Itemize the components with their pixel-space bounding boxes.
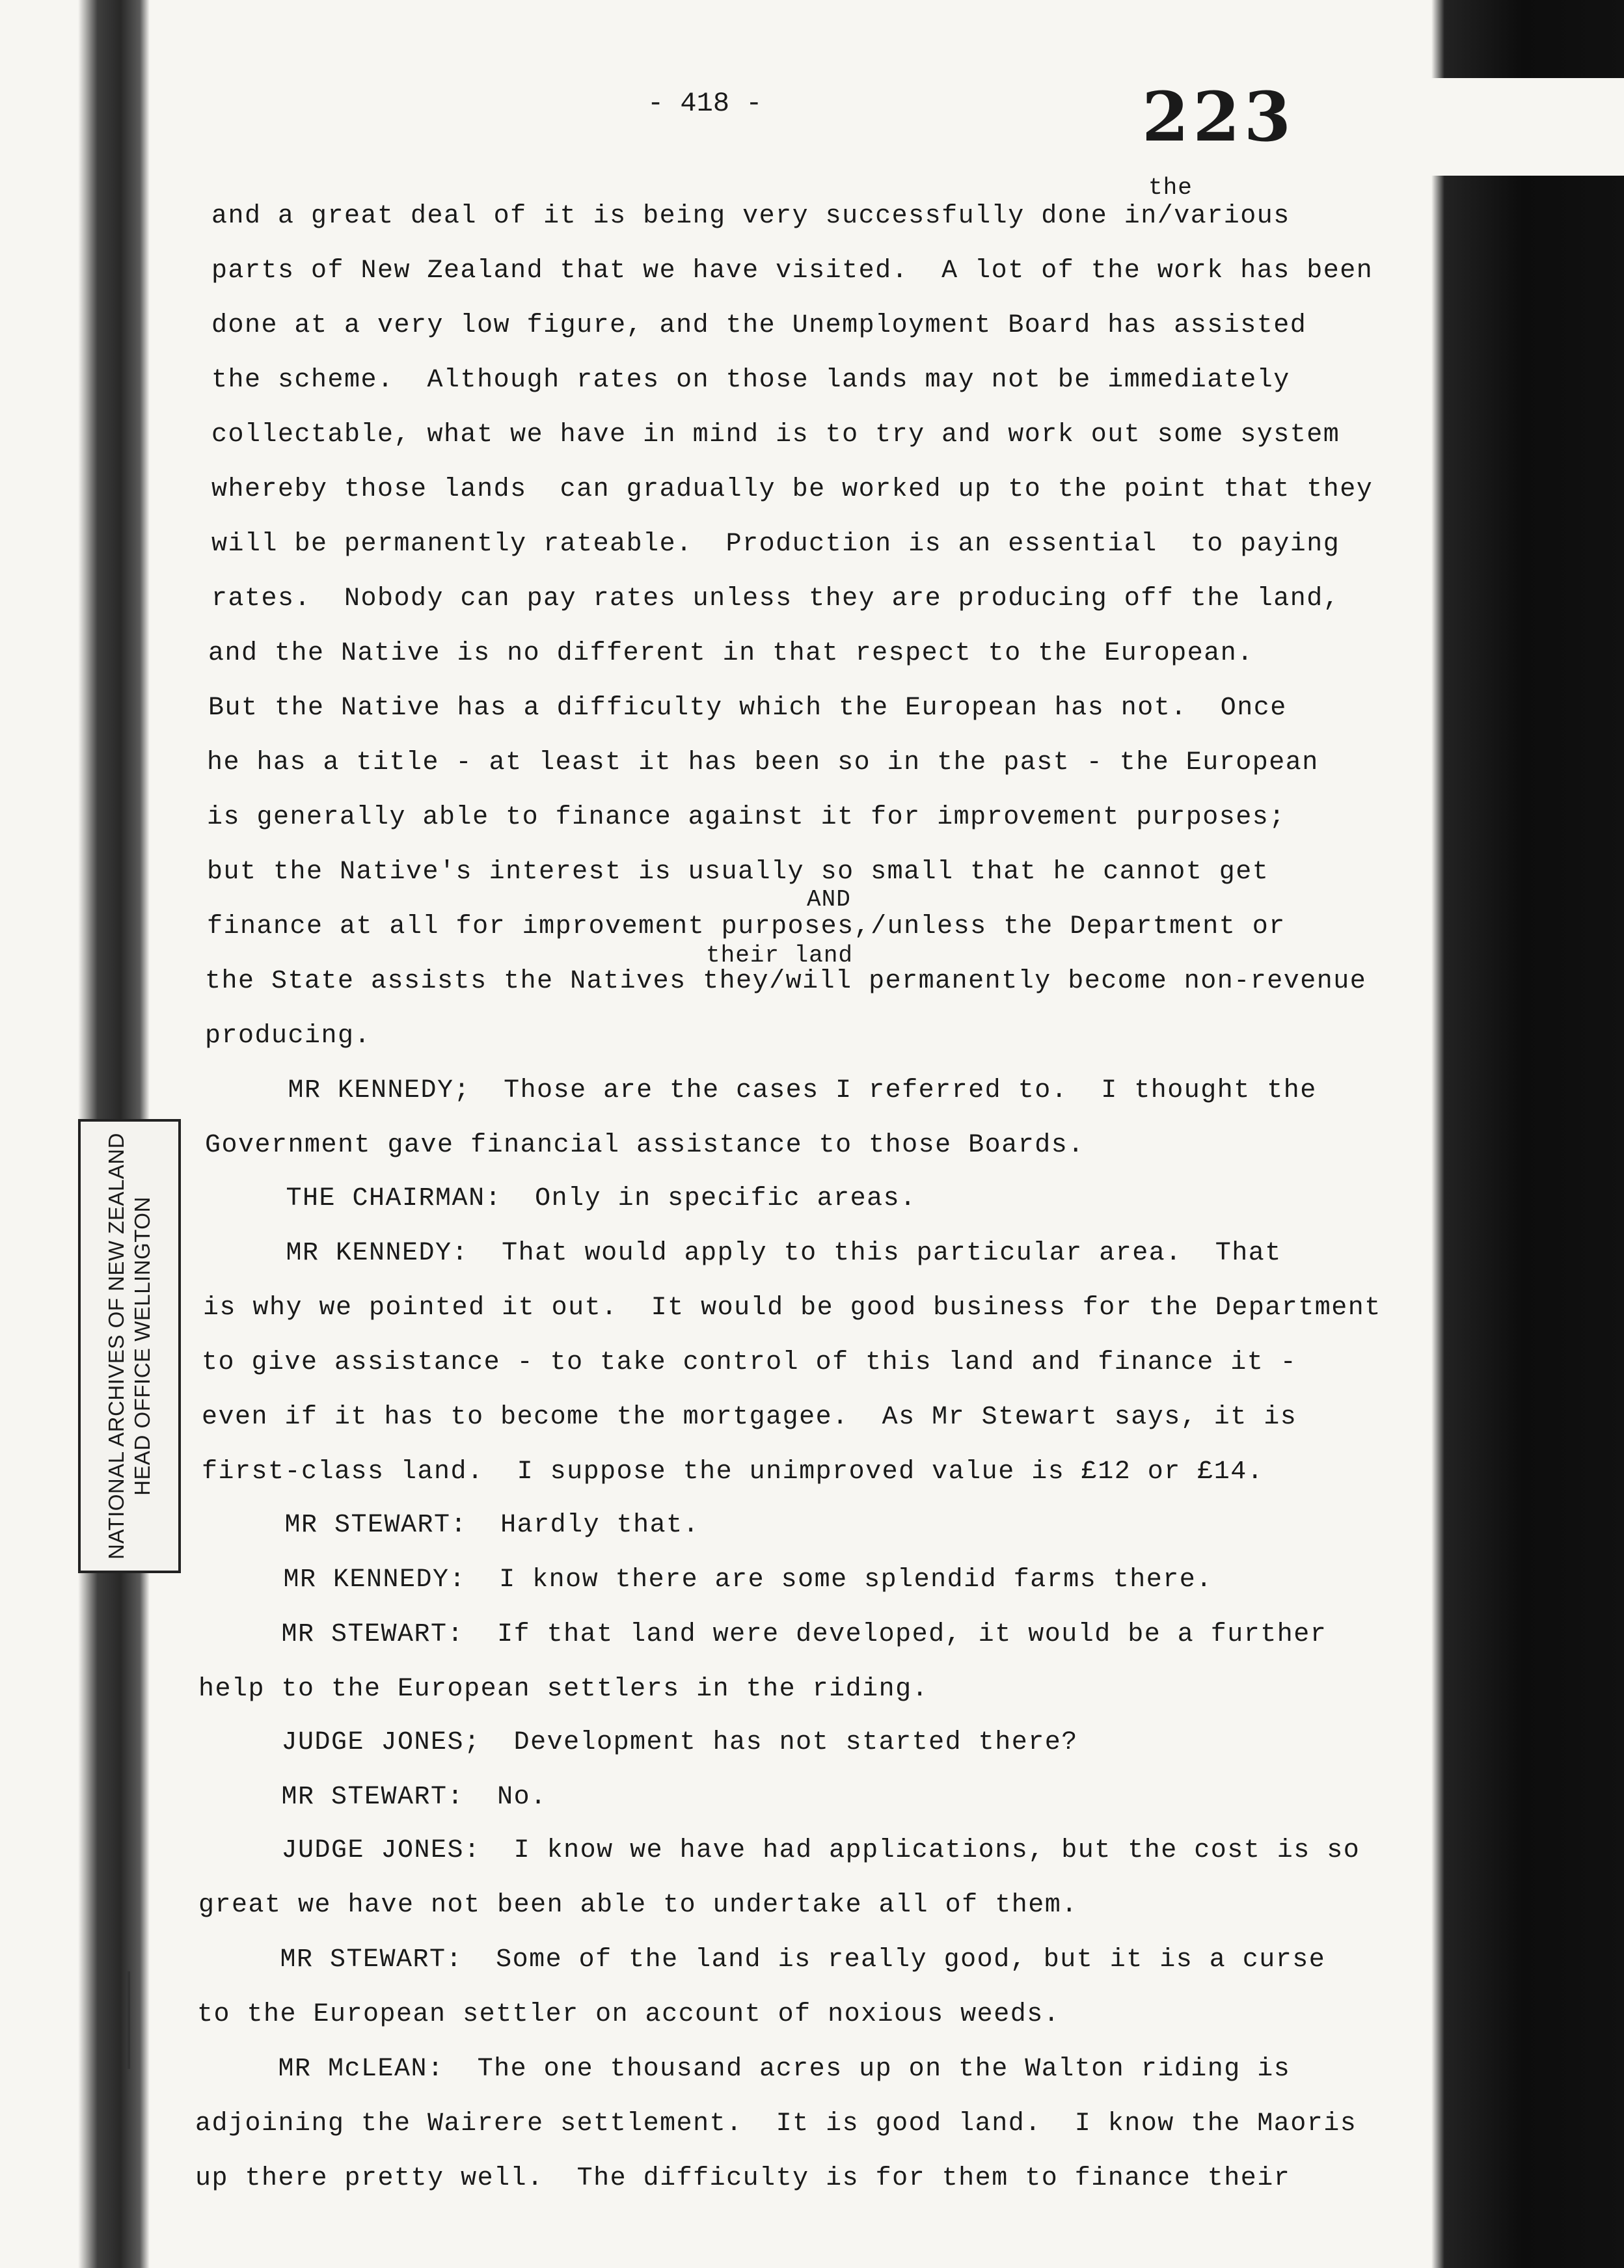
body-line: and a great deal of it is being very successfully done in/various [211,202,1290,231]
body-line: whereby those lands can gradually be worked up to the point that they [211,475,1374,504]
body-line: parts of New Zealand that we have visited. A lot of the work has been [211,256,1374,286]
body-line: great we have not been able to undertake all of them. [198,1891,1078,1920]
body-line: and the Native is no different in that respect to the European. [208,639,1254,668]
body-line: to give assistance - to take control of this land and finance it - [202,1348,1297,1377]
body-line: but the Native's interest is usually so small that he cannot get [207,857,1269,887]
folio-number: 223 [1142,77,1295,157]
body-line: JUDGE JONES; Development has not started there? [198,1728,1078,1757]
body-line: collectable, what we have in mind is to try and work out some system [211,420,1340,450]
scan-right-edge [1418,0,1624,2268]
body-line: adjoining the Wairere settlement. It is good land. I know the Maoris [195,2109,1357,2139]
margin-mark [128,1971,130,2069]
insertion-and: AND [807,886,851,913]
body-line: JUDGE JONES: I know we have had applications, but the cost is so [198,1836,1360,1865]
body-line: is why we pointed it out. It would be good business for the Department [203,1293,1381,1323]
body-line: the State assists the Natives they/will permanently become non-revenue [205,967,1367,996]
body-line: rates. Nobody can pay rates unless they are producing off the land, [211,584,1340,614]
body-line: MR KENNEDY; Those are the cases I referred to. I thought the [205,1076,1317,1105]
body-line: is generally able to finance against it for improvement purposes; [207,803,1286,832]
body-line: MR KENNEDY: I know there are some splendid farms there. [200,1565,1213,1595]
body-line: MR KENNEDY: That would apply to this particular area. That [203,1239,1282,1268]
body-line: first-class land. I suppose the unimproved value is £12 or £14. [202,1457,1264,1487]
body-line: MR STEWART: No. [198,1783,547,1812]
stamp-line-1: NATIONAL ARCHIVES OF NEW ZEALAND [104,1133,128,1559]
archive-stamp-text [103,1128,156,1564]
body-line: producing. [205,1021,372,1051]
body-line: he has a title - at least it has been so in the past - the European [207,748,1319,777]
insertion-their-land: their land [706,942,854,969]
archive-stamp [78,1119,181,1573]
body-line: help to the European settlers in the riding. [198,1675,929,1704]
body-line: MR STEWART: If that land were developed, it would be a further [198,1620,1327,1649]
body-line: MR McLEAN: The one thousand acres up on the Walton riding is [195,2055,1291,2084]
page-number: - 418 - [647,88,763,119]
body-line: But the Native has a difficulty which the European has not. Once [208,694,1287,723]
stamp-line-2: HEAD OFFICE WELLINGTON [130,1196,154,1496]
insertion-the: the [1148,174,1193,201]
body-line: THE CHAIRMAN: Only in specific areas. [203,1184,917,1213]
body-line: even if it has to become the mortgagee. As Mr Stewart says, it is [202,1403,1297,1432]
scan-corner [1399,78,1624,176]
body-line: to the European settler on account of noxious weeds. [197,2000,1061,2029]
body-line: will be permanently rateable. Production is an essential to paying [211,530,1340,559]
body-line: finance at all for improvement purposes,/unless the Department or [207,912,1286,941]
body-line: MR STEWART: Some of the land is really good, but it is a curse [197,1945,1326,1975]
body-line: Government gave financial assistance to those Boards. [205,1131,1085,1160]
body-line: done at a very low figure, and the Unemployment Board has assisted [211,311,1307,340]
body-line: up there pretty well. The difficulty is for them to finance their [195,2164,1291,2193]
body-line: the scheme. Although rates on those lands may not be immediately [211,366,1290,395]
body-line: MR STEWART: Hardly that. [202,1511,700,1540]
